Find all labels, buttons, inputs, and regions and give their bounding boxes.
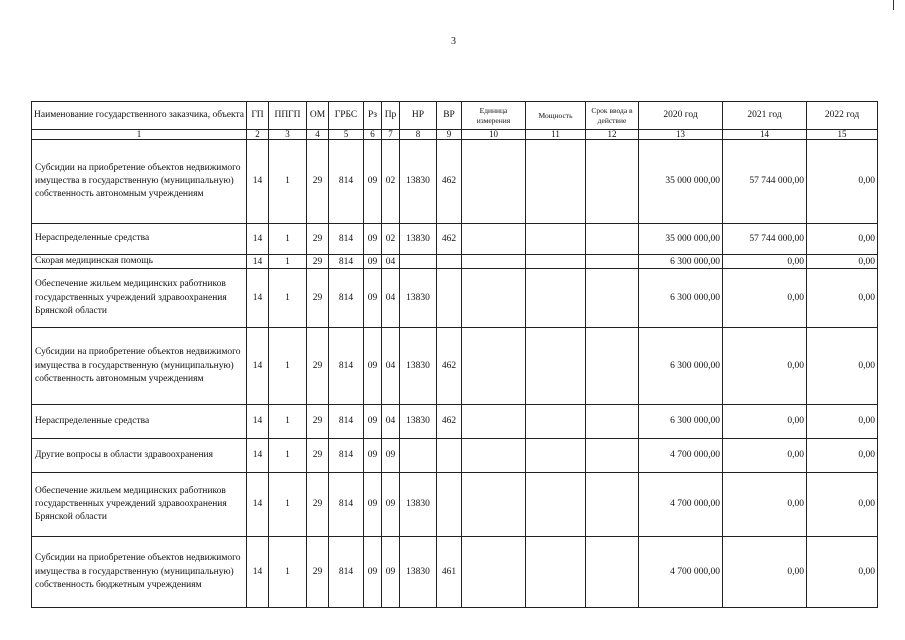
col-header-om: ОМ: [307, 102, 329, 130]
cell-vr: 462: [437, 140, 462, 224]
table-row: [32, 269, 878, 328]
cell-pr: 02: [382, 224, 400, 255]
cell-grbs: 814: [329, 269, 364, 328]
cell-grbs: 814: [329, 328, 364, 405]
col-header-grbs: ГРБС: [329, 102, 364, 130]
cell-nr: 13830: [400, 269, 437, 328]
cell-ppgp: 1: [269, 328, 307, 405]
cell-gp: 14: [247, 473, 269, 537]
cell-om: 29: [307, 140, 329, 224]
cell-term: [586, 224, 639, 255]
cell-gp: 14: [247, 269, 269, 328]
col-header-term: Срок ввода в действие: [586, 102, 639, 130]
cell-term: [586, 537, 639, 608]
cell-unit: [462, 405, 526, 439]
cell-term: [586, 140, 639, 224]
cell-2022: 0,00: [807, 439, 878, 473]
col-number: 10: [462, 130, 526, 140]
cell-om: 29: [307, 224, 329, 255]
table-row: [32, 140, 878, 224]
col-number: 6: [364, 130, 382, 140]
cell-power: [526, 140, 586, 224]
cell-nr: 13830: [400, 405, 437, 439]
cell-2021: 0,00: [723, 439, 807, 473]
cell-2020: 35 000 000,00: [639, 224, 723, 255]
cell-2020: 6 300 000,00: [639, 255, 723, 269]
col-number: 15: [807, 130, 878, 140]
cell-grbs: 814: [329, 140, 364, 224]
col-number: 8: [400, 130, 437, 140]
col-header-gp: ГП: [247, 102, 269, 130]
cell-ppgp: 1: [269, 255, 307, 269]
cell-ppgp: 1: [269, 537, 307, 608]
cell-power: [526, 405, 586, 439]
cell-unit: [462, 224, 526, 255]
cell-power: [526, 269, 586, 328]
cell-nr: 13830: [400, 328, 437, 405]
col-number: 14: [723, 130, 807, 140]
cell-ppgp: 1: [269, 439, 307, 473]
col-header-vr: ВР: [437, 102, 462, 130]
row-name: Субсидии на приобретение объектов недвижимого имущества в государственную (муниципальную) собственность автономным учреждениям: [32, 140, 247, 224]
cell-term: [586, 328, 639, 405]
cell-ppgp: 1: [269, 224, 307, 255]
col-header-pr: Пр: [382, 102, 400, 130]
cell-power: [526, 255, 586, 269]
row-name: Обеспечение жильем медицинских работников государственных учреждений здравоохранения Брянской области: [32, 269, 247, 328]
row-name: Нераспределенные средства: [32, 405, 247, 439]
cell-2022: 0,00: [807, 255, 878, 269]
appropriations-table: [31, 101, 878, 608]
scan-edge-mark: [893, 0, 894, 10]
cell-gp: 14: [247, 140, 269, 224]
cell-grbs: 814: [329, 473, 364, 537]
table-row: [32, 473, 878, 537]
col-number: 1: [32, 130, 247, 140]
col-header-2021: 2021 год: [723, 102, 807, 130]
cell-pr: 02: [382, 140, 400, 224]
cell-vr: [437, 269, 462, 328]
cell-ppgp: 1: [269, 269, 307, 328]
cell-rz: 09: [364, 269, 382, 328]
col-number: 2: [247, 130, 269, 140]
page-number: 3: [451, 36, 456, 47]
cell-power: [526, 537, 586, 608]
cell-nr: 13830: [400, 537, 437, 608]
cell-rz: 09: [364, 405, 382, 439]
cell-pr: 09: [382, 439, 400, 473]
row-name: Обеспечение жильем медицинских работников государственных учреждений здравоохранения Брянской области: [32, 473, 247, 537]
cell-ppgp: 1: [269, 473, 307, 537]
cell-gp: 14: [247, 405, 269, 439]
cell-term: [586, 269, 639, 328]
table-row: [32, 537, 878, 608]
cell-2021: 0,00: [723, 405, 807, 439]
col-number: 7: [382, 130, 400, 140]
cell-2020: 6 300 000,00: [639, 269, 723, 328]
cell-om: 29: [307, 255, 329, 269]
table-row: [32, 439, 878, 473]
cell-pr: 04: [382, 405, 400, 439]
col-number: 9: [437, 130, 462, 140]
col-header-nr: НР: [400, 102, 437, 130]
cell-vr: [437, 255, 462, 269]
cell-vr: 462: [437, 224, 462, 255]
cell-om: 29: [307, 439, 329, 473]
col-number: 12: [586, 130, 639, 140]
cell-rz: 09: [364, 537, 382, 608]
cell-pr: 04: [382, 328, 400, 405]
cell-2021: 0,00: [723, 473, 807, 537]
row-name: Другие вопросы в области здравоохранения: [32, 439, 247, 473]
table-row: [32, 255, 878, 269]
cell-nr: 13830: [400, 473, 437, 537]
cell-2021: 57 744 000,00: [723, 140, 807, 224]
cell-om: 29: [307, 405, 329, 439]
cell-term: [586, 255, 639, 269]
cell-2021: 0,00: [723, 255, 807, 269]
cell-pr: 04: [382, 255, 400, 269]
cell-om: 29: [307, 537, 329, 608]
cell-unit: [462, 537, 526, 608]
cell-nr: 13830: [400, 224, 437, 255]
cell-2022: 0,00: [807, 140, 878, 224]
col-header-rz: Рз: [364, 102, 382, 130]
cell-power: [526, 328, 586, 405]
cell-2021: 0,00: [723, 537, 807, 608]
cell-term: [586, 405, 639, 439]
cell-grbs: 814: [329, 255, 364, 269]
col-header-power: Мощность: [526, 102, 586, 130]
col-header-ppgp: ППГП: [269, 102, 307, 130]
cell-grbs: 814: [329, 405, 364, 439]
cell-pr: 09: [382, 537, 400, 608]
col-number: 5: [329, 130, 364, 140]
cell-rz: 09: [364, 224, 382, 255]
col-header-2022: 2022 год: [807, 102, 878, 130]
column-number-row: [32, 130, 878, 140]
header-row: [32, 102, 878, 130]
col-number: 13: [639, 130, 723, 140]
cell-grbs: 814: [329, 537, 364, 608]
col-header-2020: 2020 год: [639, 102, 723, 130]
cell-grbs: 814: [329, 224, 364, 255]
table-row: [32, 405, 878, 439]
cell-nr: [400, 255, 437, 269]
row-name: Скорая медицинская помощь: [32, 255, 247, 269]
cell-ppgp: 1: [269, 405, 307, 439]
cell-grbs: 814: [329, 439, 364, 473]
col-header-unit: Единица измерения: [462, 102, 526, 130]
cell-rz: 09: [364, 140, 382, 224]
cell-gp: 14: [247, 439, 269, 473]
cell-power: [526, 473, 586, 537]
cell-2022: 0,00: [807, 269, 878, 328]
cell-2020: 4 700 000,00: [639, 439, 723, 473]
cell-unit: [462, 439, 526, 473]
cell-vr: 462: [437, 328, 462, 405]
cell-2021: 57 744 000,00: [723, 224, 807, 255]
cell-2021: 0,00: [723, 328, 807, 405]
cell-rz: 09: [364, 473, 382, 537]
cell-2022: 0,00: [807, 405, 878, 439]
cell-term: [586, 439, 639, 473]
cell-ppgp: 1: [269, 140, 307, 224]
row-name: Нераспределенные средства: [32, 224, 247, 255]
col-number: 4: [307, 130, 329, 140]
cell-pr: 04: [382, 269, 400, 328]
cell-2020: 4 700 000,00: [639, 473, 723, 537]
cell-2022: 0,00: [807, 328, 878, 405]
cell-2022: 0,00: [807, 473, 878, 537]
cell-om: 29: [307, 269, 329, 328]
cell-term: [586, 473, 639, 537]
row-name: Субсидии на приобретение объектов недвижимого имущества в государственную (муниципальную) собственность бюджетным учреждениям: [32, 537, 247, 608]
table-row: [32, 224, 878, 255]
cell-2020: 35 000 000,00: [639, 140, 723, 224]
cell-rz: 09: [364, 328, 382, 405]
cell-vr: [437, 439, 462, 473]
cell-vr: [437, 473, 462, 537]
cell-unit: [462, 473, 526, 537]
col-number: 11: [526, 130, 586, 140]
cell-2021: 0,00: [723, 269, 807, 328]
cell-gp: 14: [247, 255, 269, 269]
cell-unit: [462, 269, 526, 328]
cell-nr: [400, 439, 437, 473]
cell-vr: 462: [437, 405, 462, 439]
col-header-name: Наименование государственного заказчика, объекта: [32, 102, 247, 130]
cell-2022: 0,00: [807, 537, 878, 608]
cell-2020: 4 700 000,00: [639, 537, 723, 608]
cell-unit: [462, 140, 526, 224]
cell-power: [526, 224, 586, 255]
cell-2020: 6 300 000,00: [639, 405, 723, 439]
cell-rz: 09: [364, 255, 382, 269]
cell-2022: 0,00: [807, 224, 878, 255]
cell-unit: [462, 255, 526, 269]
cell-nr: 13830: [400, 140, 437, 224]
col-number: 3: [269, 130, 307, 140]
cell-power: [526, 439, 586, 473]
cell-unit: [462, 328, 526, 405]
cell-gp: 14: [247, 224, 269, 255]
table-row: [32, 328, 878, 405]
cell-gp: 14: [247, 537, 269, 608]
cell-om: 29: [307, 473, 329, 537]
cell-vr: 461: [437, 537, 462, 608]
cell-rz: 09: [364, 439, 382, 473]
cell-2020: 6 300 000,00: [639, 328, 723, 405]
cell-gp: 14: [247, 328, 269, 405]
cell-om: 29: [307, 328, 329, 405]
cell-pr: 09: [382, 473, 400, 537]
row-name: Субсидии на приобретение объектов недвижимого имущества в государственную (муниципальную) собственность автономным учреждениям: [32, 328, 247, 405]
